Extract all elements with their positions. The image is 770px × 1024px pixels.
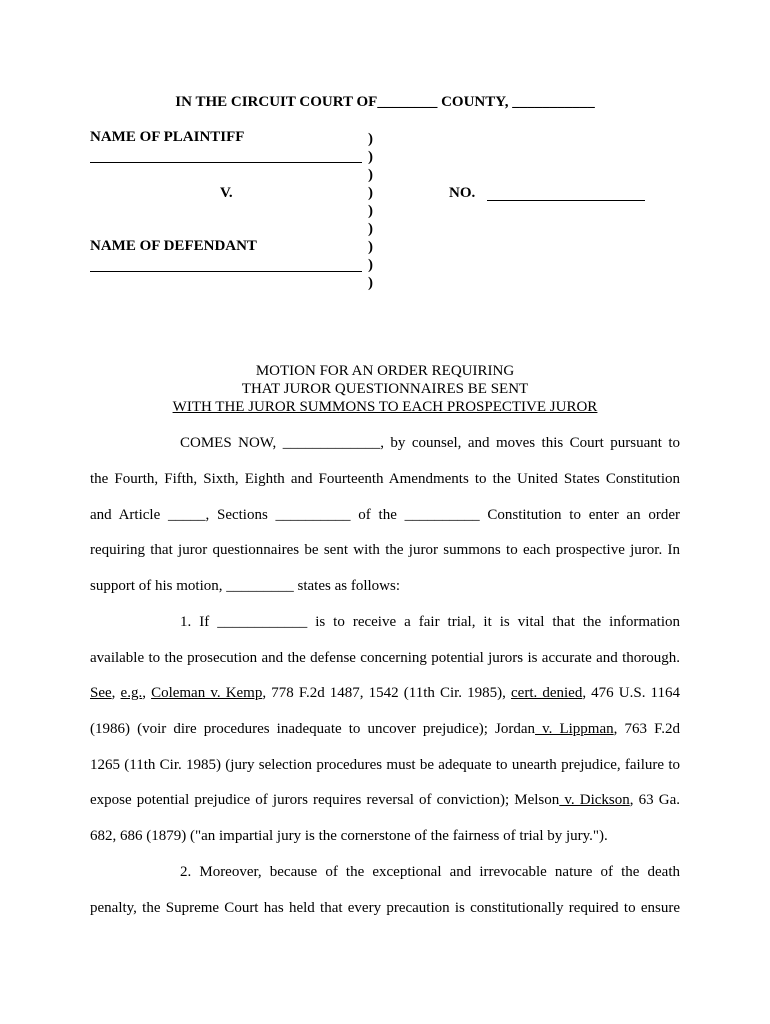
case-name: v. Dickson xyxy=(559,792,630,808)
cert-denied: cert. denied xyxy=(511,685,583,701)
case-name: Coleman v. Kemp xyxy=(151,685,263,701)
motion-title-line-2: THAT JUROR QUESTIONNAIRES BE SENT xyxy=(241,381,529,397)
citation-line: (1986) (voir dire procedures inadequate to uncover prejudice); Jordan v. Lippman, 763 F.2d xyxy=(90,721,680,737)
citation-line: expose potential prejudice of jurors requires reversal of conviction); Melson v. Dickson, 63 Ga. xyxy=(90,792,680,808)
body-line: 682, 686 (1879) ("an impartial jury is the cornerstone of the fairness of trial by jury."). xyxy=(90,828,608,844)
case-number-label: NO. xyxy=(449,185,476,201)
body-line: 1265 (11th Cir. 1985) (jury selection procedures must be adequate to unearth prejudice, failure to xyxy=(90,757,680,773)
defendant-label: NAME OF DEFENDANT xyxy=(90,238,257,254)
caption-paren: ) xyxy=(368,167,373,183)
case-name: v. Lippman xyxy=(535,721,614,737)
court-heading: IN THE CIRCUIT COURT OF________ COUNTY, ___________ xyxy=(175,94,595,110)
body-line: the Fourth, Fifth, Sixth, Eighth and Fourteenth Amendments to the United States Constitution xyxy=(90,471,680,487)
caption-paren: ) xyxy=(368,221,373,237)
motion-title-line-1: MOTION FOR AN ORDER REQUIRING xyxy=(255,363,515,379)
body-line: penalty, the Supreme Court has held that every precaution is constitutionally required to ensure xyxy=(90,900,680,916)
body-line: 1. If ____________ is to receive a fair trial, it is vital that the information xyxy=(180,614,680,630)
body-line: available to the prosecution and the defense concerning potential jurors is accurate and thorough. xyxy=(90,650,680,666)
body-line: 2. Moreover, because of the exceptional and irrevocable nature of the death xyxy=(180,864,680,880)
motion-title-line-3: WITH THE JUROR SUMMONS TO EACH PROSPECTIVE JUROR xyxy=(172,399,598,415)
eg-signal: e.g. xyxy=(120,685,143,701)
case-number-blank xyxy=(487,200,645,201)
caption-paren: ) xyxy=(368,185,373,201)
body-line: requiring that juror questionnaires be sent with the juror summons to each prospective juror. In xyxy=(90,542,680,558)
caption-paren: ) xyxy=(368,149,373,165)
defendant-blank-line xyxy=(90,271,362,272)
caption-paren: ) xyxy=(368,257,373,273)
citation-line: See, e.g., Coleman v. Kemp, 778 F.2d 1487, 1542 (11th Cir. 1985), cert. denied, 476 U.S. 1164 xyxy=(90,685,681,701)
versus-label: V. xyxy=(220,185,233,201)
see-signal: See xyxy=(90,685,112,701)
plaintiff-blank-line xyxy=(90,162,362,163)
body-line: support of his motion, _________ states as follows: xyxy=(90,578,400,594)
body-line: and Article _____, Sections __________ of the __________ Constitution to enter an order xyxy=(90,507,680,523)
caption-paren: ) xyxy=(368,131,373,147)
caption-paren: ) xyxy=(368,239,373,255)
body-line: COMES NOW, _____________, by counsel, and moves this Court pursuant to xyxy=(180,435,680,451)
plaintiff-label: NAME OF PLAINTIFF xyxy=(90,129,245,145)
caption-paren: ) xyxy=(368,203,373,219)
caption-paren: ) xyxy=(368,275,373,291)
